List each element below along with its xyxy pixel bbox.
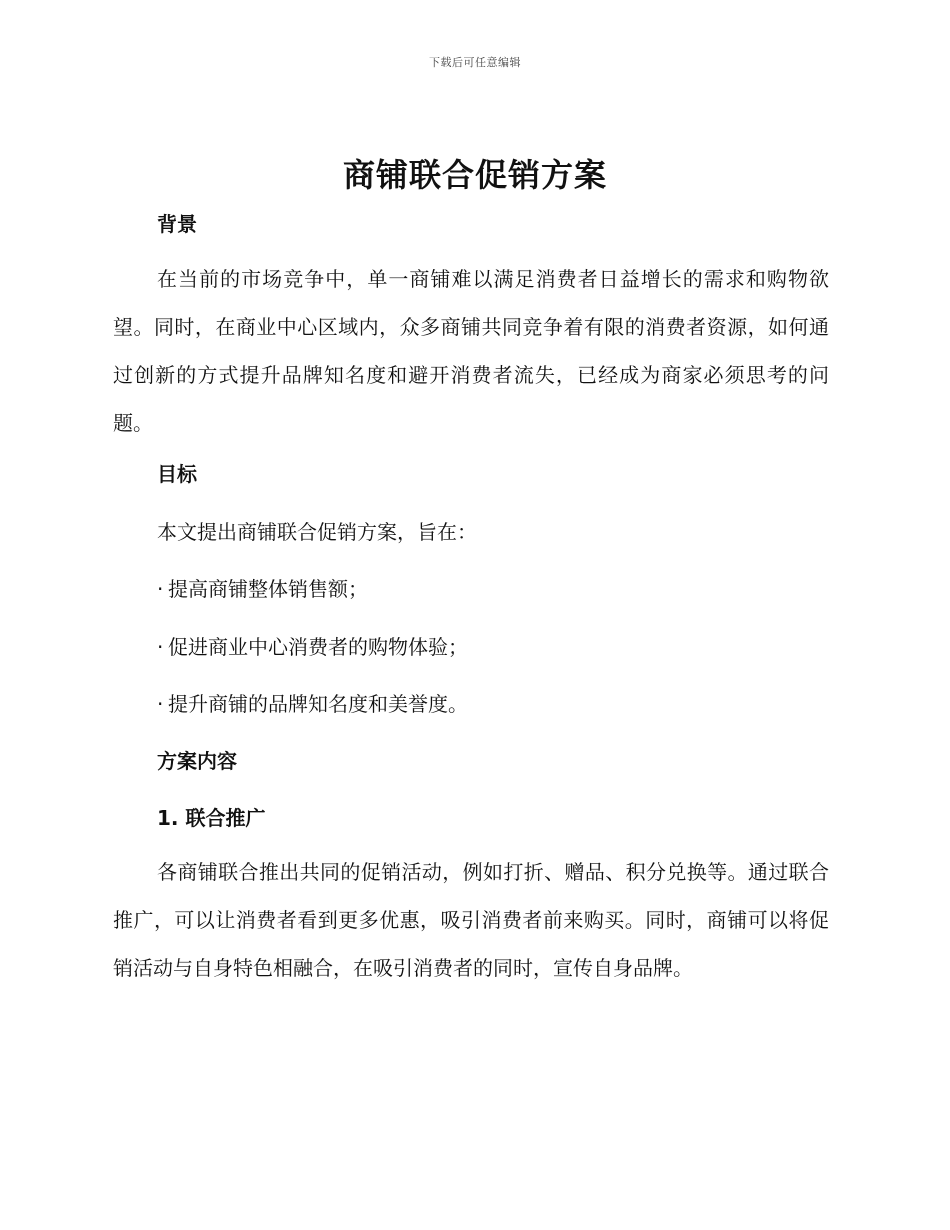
background-paragraph: 在当前的市场竞争中，单一商铺难以满足消费者日益增长的需求和购物欲望。同时，在商业中心区域内，众多商铺共同竞争着有限的消费者资源，如何通过创新的方式提升品牌知名度和避开消费者流失，已经成为商家必须思考的问题。	[113, 267, 829, 435]
bullet-dot-icon: ·	[157, 692, 164, 716]
goal-item-text: 提高商铺整体销售额；	[168, 577, 368, 601]
section-heading-background: 背景	[157, 212, 197, 236]
section-heading-goals: 目标	[157, 462, 197, 486]
goal-item	[157, 573, 368, 602]
joint-promotion-paragraph: 各商铺联合推出共同的促销活动，例如打折、赠品、积分兑换等。通过联合推广，可以让消费者看到更多优惠，吸引消费者前来购买。同时，商铺可以将促销活动与自身特色相融合，在吸引消费者的同时，宣传自身品牌。	[113, 860, 829, 980]
document-title: 商铺联合促销方案	[342, 156, 607, 194]
section-heading-plan: 方案内容	[157, 749, 237, 773]
bullet-dot-icon: ·	[157, 635, 164, 659]
goal-item	[157, 688, 468, 717]
goal-item	[157, 631, 468, 660]
subsection-heading-joint-promotion: 1. 联合推广	[157, 806, 266, 830]
bullet-dot-icon: ·	[157, 577, 164, 601]
goal-item-text: 提升商铺的品牌知名度和美誉度。	[168, 692, 468, 716]
goals-intro: 本文提出商铺联合促销方案，旨在：	[157, 520, 477, 544]
page-header-note: 下载后可任意编辑	[429, 56, 521, 69]
goal-item-text: 促进商业中心消费者的购物体验；	[168, 635, 468, 659]
